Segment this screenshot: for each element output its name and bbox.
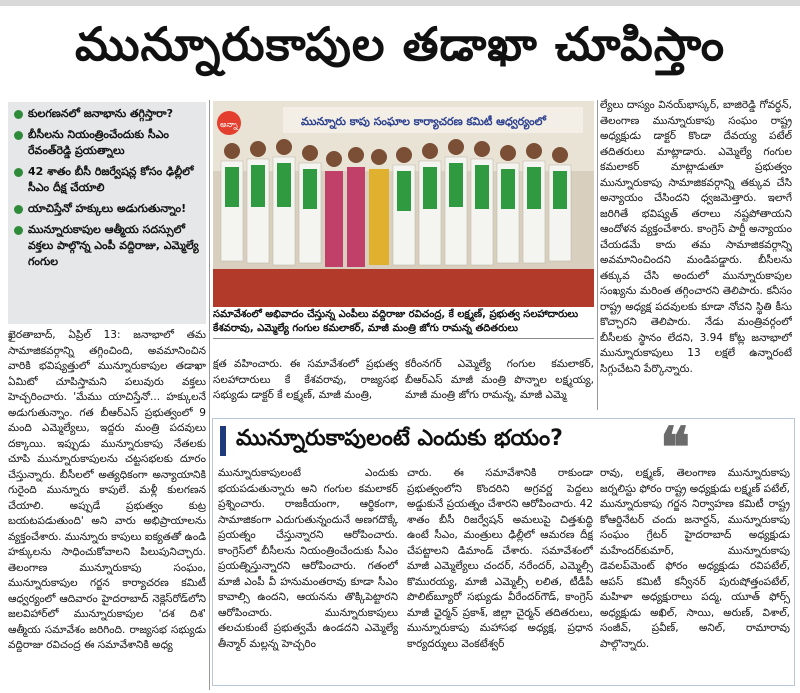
photo-banner-text: మున్నూరు కాపు సంఘాల కార్యాచరణ కమిటీ ఆధ్వర్యంలో bbox=[301, 115, 546, 128]
photo-caption: సమావేశంలో అభివాదం చేస్తున్న ఎంపీలు వద్దిరాజు రవిచంద్ర, కే లక్ష్మణ్, ప్రభుత్వ సలహాదారులు కేశవరావు, ఎమ్మెల్యే గంగుల కమలాకర్, మాజీ మంత్రి జోగు రామన్న తదితరులు bbox=[213, 308, 594, 339]
article-column-1 bbox=[8, 328, 206, 690]
highlight-item: కులగణనలో జనాభాను తగ్గిస్తారా? bbox=[14, 106, 200, 122]
box-column-2 bbox=[407, 466, 593, 684]
subhead-accent-bar bbox=[220, 426, 226, 456]
article-column-2 bbox=[213, 357, 398, 415]
bullet-dot-icon bbox=[14, 205, 23, 214]
box-column-3 bbox=[600, 466, 790, 684]
article-paragraph: ఖైరతాబాద్, ఏప్రిల్ 13: జనాభాలో తమ సామాజికవర్గాన్ని తగ్గించింది, అవమానించిన వారికి భవిష్యత్తులో మున్నూరుకాపుల తడాఖా ఏమిటో చూపిస్తామని పలువురు వక్తలు హెచ్చరించారు. 'మేము యాచిస్తేనో... హక్కులనే అడుగుతున్నాం. గత బీఆర్ఎస్ ప్రభుత్వంలో 9 మంది ఎమ్మెల్యేలు, ఇద్దరు మంత్రి పదవులు దక్కాయి. ఇప్పుడు మున్నూరుకాపు నేతలకు చూపి మున్నూరుకాపులను చట్టసభలకు దూరం చేస్తున్నారు. బీసీలలో అత్యధికంగా అన్యాయానికి గురైంది మున్నూరు కాపులే. మళ్లీ కులగణన చేయాలి. అప్పుడే ప్రభుత్వం కుట్ర బయటపడుతుంది' అని వారు అభిప్రాయాలను వ్యక్తంచేశారు. మున్నూరు కాపులు ఐక్యతతో ఉండి హక్కులను సాధించుకోవాలని పిలుపునిచ్చారు. తెలంగాణ మున్నూరుకాపు సంఘం, మున్నూరుకాపుల గర్జన కార్యాచరణ కమిటీ ఆధ్వర్యంలో ఆదివారం హైదరాబాద్ నెక్లెస్‌రోడ్‌లోని జలవిహార్‌లో మున్నూరుకాపుల 'దశ దిశ' ఆత్మీయ సమావేశం జరిగింది. రాజ్యసభ సభ్యుడు వద్దిరాజు రవిచంద్ర ఈ సమావేశానికి అధ్య bbox=[8, 329, 206, 651]
subhead-title: మున్నూరుకాపులంటే ఎందుకు భయం? bbox=[236, 426, 563, 451]
article-paragraph: చారు. ఈ సమావేశానికి రాకుండా ప్రభుత్వంలోని కొందరిని అగ్రవర్ణ పెద్దలు అడ్డుకునే ప్రయత్నం చేశారని ఆరోపించారు. 42 శాతం బీసీ రిజర్వేషన్ అమలుపై చిత్తశుద్ధి ఉంటే సీఎం, మంత్రులు ఢిల్లీలో ఆమరణ దీక్ష చేపట్టాలని డిమాండ్ చేశారు. సమావేశంలో మాజీ ఎమ్మెల్యేలు చందర్, నరేందర్, ఎమ్మెల్సీ కొమురయ్య, మాజీ ఎమ్మెల్సీ లలిత, టీడీపీ పొలిట్‌బ్యూరో సభ్యుడు వీరేందర్‌గౌడ్, కాంగ్రెస్ మాజీ ఛైర్మన్ ప్రకాశ్, జిల్లా చైర్మన్ తదితరులు, మున్నూరుకాపు మహాసభ అధ్యక్ష, ప్రధాన కార్యదర్శులు వెంకటేశ్వర్ bbox=[407, 467, 593, 650]
article-paragraph: ల్యేలు దాస్యం వినయ్‌భాస్కర్, బాజిరెడ్డి గోవర్ధన్, తెలంగాణ మున్నూరుకాపు సంఘం రాష్ట్ర అధ్యక్షుడు డాక్టర్ కొండా దేవయ్య పటేల్ తదితరులు మాట్లాడారు. ఎమ్మెల్యే గంగుల కమలాకర్ మాట్లాడుతూ ప్రభుత్వం మున్నూరుకాపు సామాజికవర్గాన్ని తక్కువ చేసి అన్యాయం చేసిందని ధ్వజమెత్తారు. ఇలాగే జరిగితే భవిష్యత్ తరాలు నష్టపోతాయని ఆందోళన వ్యక్తంచేశారు. కాంగ్రెస్ పార్టీ అన్యాయం చేయడమే కాదు తమ సామాజికవర్గాన్ని అవమానించిందని మండిపడ్డారు. బీసీలను తక్కువ చేసి అందులో మున్నూరుకాపుల సంఖ్యను మరింత తగ్గించారని తెలిపారు. కనీసం రాష్ట్ర అధ్యక్ష పదవులకు కూడా నోచని స్థితి కీసు కొచ్చారని తెలిపారు. నేడు మంత్రివర్గంలో బీసీలకు స్థానం లేదని, 3.94 కోట్ల జనాభాలో మున్నూరుకాపులు 13 లక్షలే ఉన్నారంటే సిగ్గుచేటని పేర్కొన్నారు. bbox=[600, 99, 792, 375]
bullet-dot-icon bbox=[14, 131, 23, 140]
article-paragraph: మున్నూరుకాపులంటే ఎందుకు భయపడుతున్నారు అని గంగుల కమలాకర్ ప్రశ్నించారు. రాజకీయంగా, ఆర్థికంగా, సామాజికంగా ఎదుగుతున్నందునే అణగదొక్కే ప్రయత్నం చేస్తున్నారని ఆరోపించారు. కాంగ్రెస్‌లో బీసీలను నియంత్రించేందుకు సీఎం ప్రయత్నిస్తున్నారని ఆరోపించారు. గతంలో మాజీ ఎంపీ వీ హనుమంతరావు కూడా సీఎం కావాల్సి ఉందని, ఆయనను తొక్కిపెట్టారని ఆరోపించారు. మున్నూరుకాపులు తలచుకుంటే ప్రభుత్వమే ఉండదని ఎమ్మెల్యే తీన్మార్ మల్లన్న హెచ్చరిం bbox=[218, 467, 398, 650]
highlight-item: 42 శాతం బీసీ రిజర్వేషన్ల కోసం ఢిల్లీలో సీఎం దీక్ష చేయాలి bbox=[14, 164, 200, 196]
quote-icon: ❝ bbox=[660, 415, 691, 481]
bullet-dot-icon bbox=[14, 168, 23, 177]
column-divider bbox=[597, 100, 598, 410]
headline: మున్నూరుకాపుల తడాఖా చూపిస్తాం bbox=[74, 17, 726, 71]
article-column-right bbox=[600, 98, 792, 404]
event-photo bbox=[213, 101, 594, 307]
subhead bbox=[212, 418, 594, 464]
event-photo-illustration bbox=[213, 101, 594, 307]
highlight-item: యాచిస్తేనో హక్కులు అడుగుతున్నాం! bbox=[14, 201, 200, 217]
article-paragraph: కరీంనగర్ ఎమ్మెల్యే గంగుల కమలాకర్, బీఆర్ఎస్ మాజీ మంత్రి పొన్నాల లక్ష్మయ్య, మాజీ మంత్రి జోగు రామన్న, మాజీ ఎమ్మె bbox=[405, 358, 594, 401]
highlight-item: బీసీలను నియంత్రించేందుకు సీఎం రేవంత్‌రెడ్డి ప్రయత్నాలు bbox=[14, 127, 200, 159]
photo-badge-text: అన్నా bbox=[220, 120, 238, 129]
bullet-dot-icon bbox=[14, 226, 23, 235]
article-column-3 bbox=[405, 357, 594, 415]
bullet-dot-icon bbox=[14, 110, 23, 119]
box-column-1 bbox=[218, 466, 398, 684]
highlight-item: మున్నూరుకాపుల ఆత్మీయ సదస్సులో వక్తలు పాల్గొన్న ఎంపీ వద్దిరాజు, ఎమ్మెల్యే గంగుల bbox=[14, 222, 200, 270]
article-paragraph: రావు, లక్ష్మణ్, తెలంగాణ మున్నూరుకాపు జర్నలిస్టు ఫోరం రాష్ట్ర అధ్యక్షుడు లక్ష్మణ్ పటేల్, మున్నూరుకాపు గర్జన నిర్వాహణ కమిటీ రాష్ట్ర కోఆర్డినేటర్ చందు జనార్దన్, మున్నూరుకాపు సంఘం గ్రేటర్ హైదరాబాద్ అధ్యక్షుడు మహేందర్‌కుమార్, మున్నూరుకాపు డెవలప్‌మెంట్ ఫోరం అధ్యక్షుడు రవిపటేల్, ఆపస్ కమిటీ కన్వీనర్ పురుషోత్తంపటేల్, మహిళా అధ్యక్షురాలు పద్మ, యూత్ ఫోర్స్ అధ్యక్షుడు అఖిల్, సాయి, అరుణ్, విశాల్, సంజీవ్, ప్రవీణ్, అనిల్, రామారావు పాల్గొన్నారు. bbox=[600, 467, 790, 650]
article-paragraph: క్షత వహించారు. ఈ సమావేశంలో ప్రభుత్వ సలహాదారులు కే కేశవరావు, రాజ్యసభ సభ్యుడు డాక్టర్ కే లక్ష్మణ్, మాజీ మంత్రి, bbox=[213, 358, 398, 401]
column-divider bbox=[209, 100, 210, 690]
top-border bbox=[0, 0, 800, 6]
highlights-box bbox=[8, 102, 206, 324]
